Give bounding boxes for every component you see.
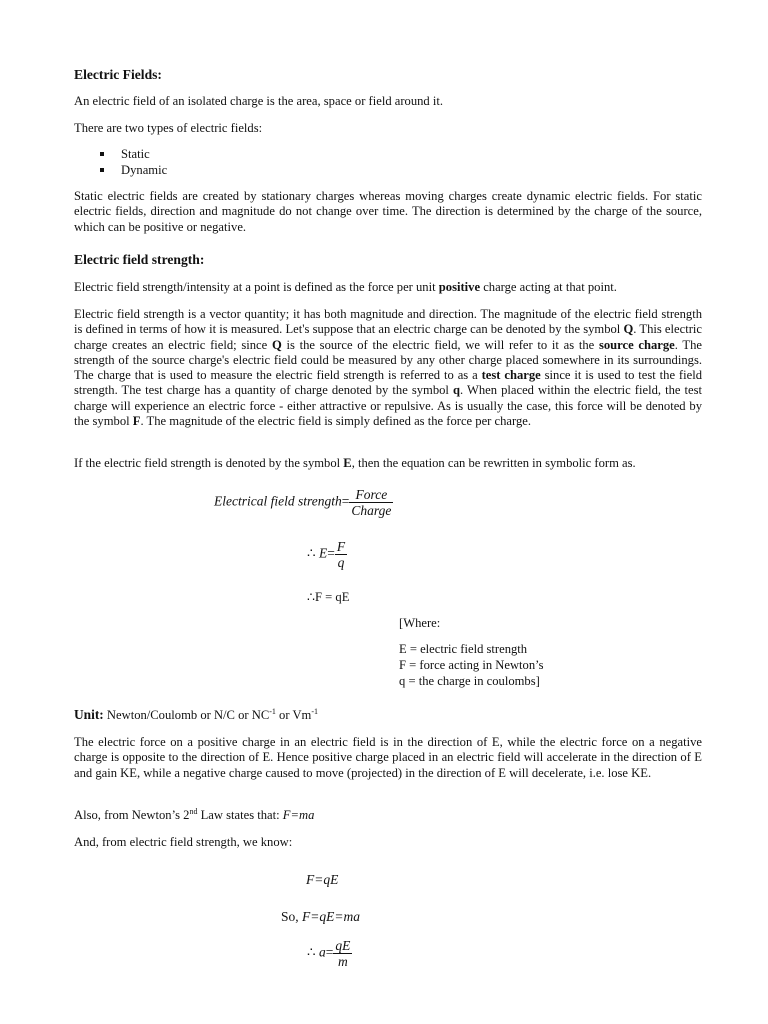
fraction <box>349 487 393 518</box>
fraction-denominator: q <box>337 555 345 570</box>
therefore-symbol: ∴ <box>307 545 316 561</box>
newton-text: Law states that: <box>197 808 283 822</box>
vector-text: . The magnitude of the electric field is simply defined as the force per charge. <box>140 414 531 429</box>
symbolic-text: If the electric field strength is denoted by the symbol <box>74 456 344 470</box>
vector-bold: q <box>452 383 460 398</box>
vector-bold: Q <box>623 322 634 337</box>
fraction <box>333 938 352 969</box>
list-item: Dynamic <box>74 163 167 179</box>
therefore-symbol: ∴ <box>307 590 316 604</box>
where-line-q: q = the charge in coulombs] <box>399 674 540 688</box>
equation-lhs: E <box>318 545 328 561</box>
vector-bold: F <box>132 414 141 429</box>
unit-superscript: -1 <box>269 707 276 716</box>
paragraph-electric-force: The electric force on a positive charge in an electric field is in the direction of E, while the electric force on a negative charge is opposite to the direction of E. Hence positive charge placed in an electric field will accelerate in the direction of E and gain KE, while a negative charge caused to move (projected) in the direction of E will decelerate, i.e. lose KE. <box>74 735 702 780</box>
unit-label: Unit: <box>74 707 104 722</box>
where-open: [Where: <box>399 616 441 630</box>
therefore-symbol: ∴ <box>307 944 316 960</box>
vector-text: . When placed within the electric field, the test charge will experience an electric force - either attractive or repulsive. As is usually the case, this force will be denoted by the symbol <box>74 383 702 429</box>
equation-lhs: Electrical field strength <box>214 493 342 509</box>
fraction <box>335 539 347 570</box>
equals-sign: = <box>341 493 350 509</box>
equation-e-equals-f-over-q <box>307 539 347 570</box>
unit-superscript: -1 <box>311 707 319 716</box>
vector-bold: source charge <box>598 337 675 352</box>
equation-lhs: a <box>318 944 326 960</box>
paragraph-newton <box>74 808 702 823</box>
equation-so-f-qe-ma <box>281 909 360 924</box>
vector-bold: Q <box>271 337 282 352</box>
vector-bold: test charge <box>481 368 541 383</box>
heading-electric-fields: Electric Fields: <box>74 67 162 82</box>
vector-text: . This electric charge creates an electric field; since <box>74 322 702 352</box>
where-line-f: F = force acting in Newton’s <box>399 658 544 672</box>
equation-f-equals-qe-italic: F=qE <box>306 872 339 887</box>
paragraph-intro: An electric field of an isolated charge is the area, space or field around it. <box>74 94 444 108</box>
paragraph-static: Static electric fields are created by stationary charges whereas moving charges create dynamic electric fields. For static electric fields, direction and magnitude do not change over time. The direction is determined by the charge of the source, which can be positive or negative. <box>74 189 702 234</box>
definition-bold: positive <box>438 280 481 294</box>
vector-text: Electric field strength is a vector quantity; it has both magnitude and direction. The magnitude of the electric field strength is defined in terms of how it is measured. Let's suppose that an electric charge can be denoted by the symbol <box>74 307 702 337</box>
paragraph-definition <box>74 280 702 295</box>
newton-text: Also, from Newton’s 2 <box>74 808 190 822</box>
paragraph-know: And, from electric field strength, we know: <box>74 835 293 849</box>
heading-field-strength: Electric field strength: <box>74 252 205 267</box>
equation-text: F=qE=ma <box>302 909 360 924</box>
fraction-numerator: F <box>336 539 346 554</box>
symbolic-text: , then the equation can be rewritten in symbolic form as. <box>351 456 636 470</box>
list-item: Static <box>74 147 167 163</box>
equation-field-strength <box>214 487 393 518</box>
vector-text: since it is used to test the field strength. The test charge has a quantity of charge denoted by the symbol <box>74 368 703 398</box>
newton-superscript: nd <box>189 807 198 816</box>
symbolic-bold: E <box>343 456 352 470</box>
unit-text: Newton/Coulomb or N/C or NC <box>103 708 270 722</box>
unit-text: or Vm <box>275 708 312 722</box>
definition-text: charge acting at that point. <box>480 280 617 294</box>
where-line-e: E = electric field strength <box>399 642 528 656</box>
paragraph-unit <box>74 707 702 723</box>
fraction-numerator: Force <box>349 487 393 503</box>
equals-sign: = <box>325 944 334 960</box>
vector-text: is the source of the electric field, we will refer to it as the <box>281 337 599 352</box>
equals-sign: = <box>327 545 335 561</box>
fraction-numerator: qE <box>335 938 351 953</box>
equation-f-equals-qe <box>307 590 349 605</box>
so-text: So, <box>281 909 303 924</box>
paragraph-types: There are two types of electric fields: <box>74 121 263 135</box>
equation-a-equals-qe-over-m <box>307 938 352 969</box>
equation-text: F = qE <box>315 590 350 604</box>
fraction-denominator: Charge <box>351 503 392 518</box>
field-types-list <box>74 147 167 178</box>
vector-text: . The strength of the source charge's electric field could be measured by any other charge placed somewhere in its surroundings. The charge that is used to measure the electric field strength is referred to as a <box>74 337 702 383</box>
newton-equation: F=ma <box>282 808 315 822</box>
fraction-denominator: m <box>337 954 348 969</box>
definition-text: Electric field strength/intensity at a point is defined as the force per unit <box>74 280 439 294</box>
paragraph-vector <box>74 307 702 429</box>
paragraph-symbolic <box>74 456 702 471</box>
